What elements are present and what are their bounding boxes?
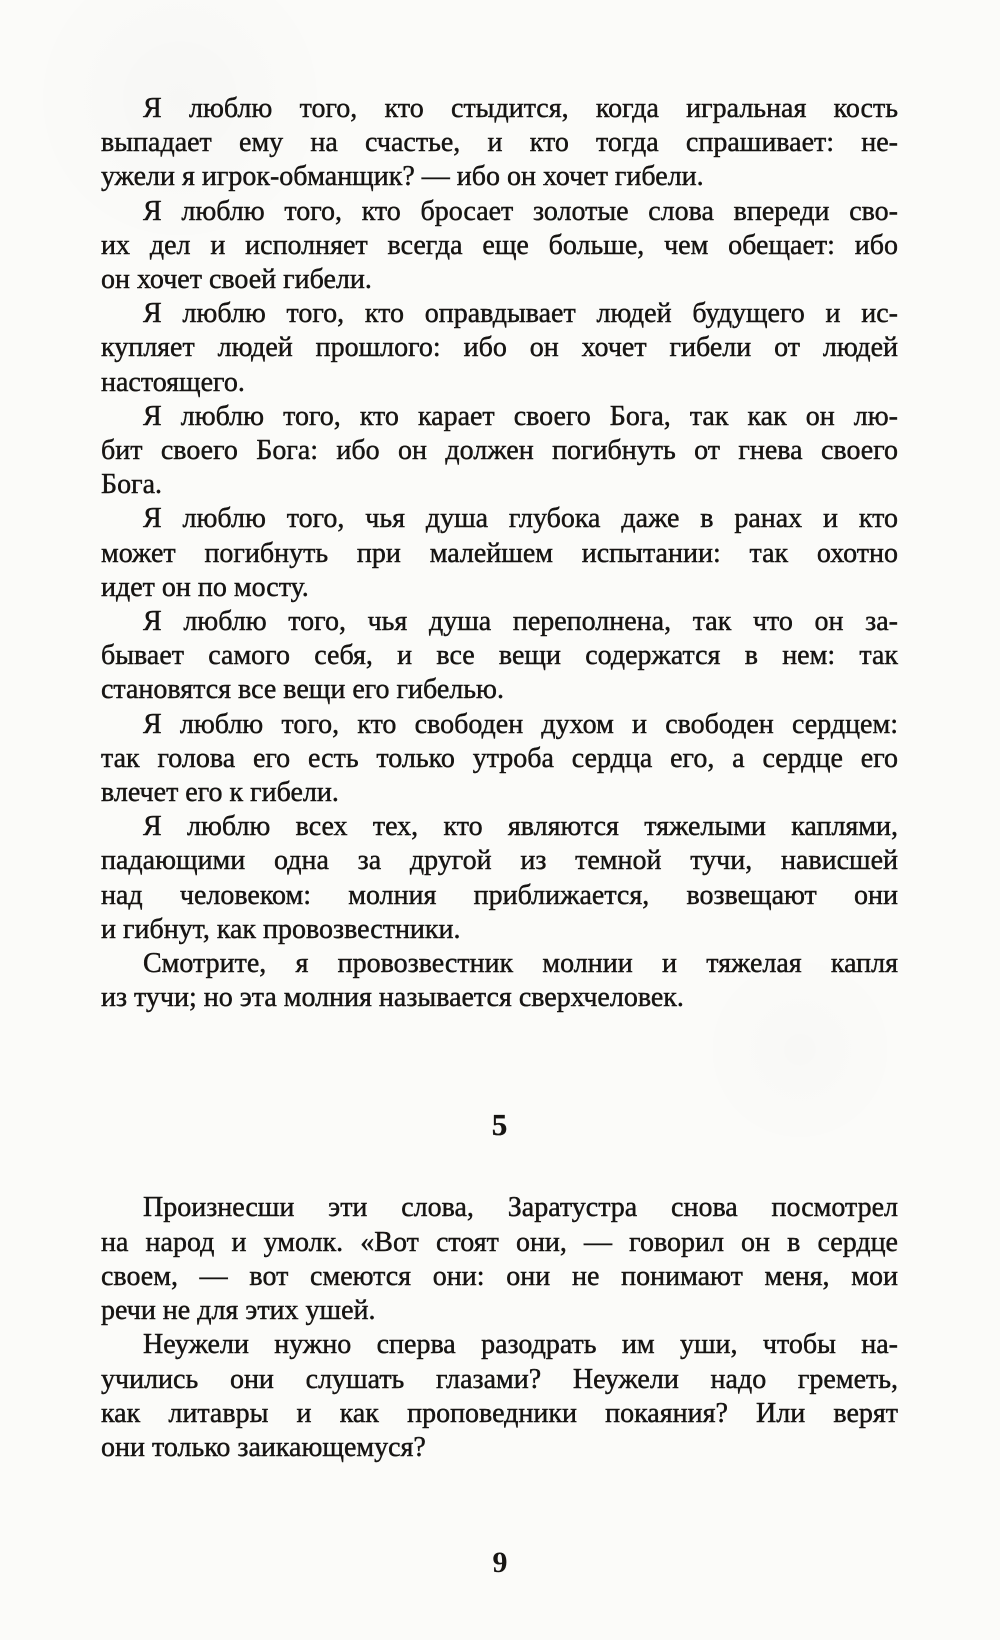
text-line: Я люблю того, кто свободен духом и свободен сердцем: xyxy=(143,708,898,740)
text-line: Я люблю того, кто бросает золотые слова впереди сво- xyxy=(143,195,898,227)
paragraph xyxy=(101,1328,898,1465)
text-block xyxy=(101,92,898,1465)
text-line: падающими одна за другой из темной тучи, нависшей xyxy=(101,845,898,877)
text-line: Я люблю того, кто оправдывает людей будущего и ис- xyxy=(143,298,898,330)
text-line: так голова его есть только утроба сердца его, а сердце его xyxy=(101,742,898,774)
text-line: влечет его к гибели. xyxy=(101,777,339,809)
text-line: бывает самого себя, и все вещи содержатся в нем: так xyxy=(101,640,898,672)
text-line: становятся все вещи его гибелью. xyxy=(101,674,504,706)
text-line: речи не для этих ушей. xyxy=(101,1295,376,1327)
text-line: ужели я игрок-обманщик? — ибо он хочет гибели. xyxy=(101,161,704,193)
text-line: бит своего Бога: ибо он должен погибнуть от гнева своего xyxy=(101,435,898,467)
paragraph xyxy=(101,708,898,811)
page-number: 9 xyxy=(492,1546,508,1579)
text-line: выпадает ему на счастье, и кто тогда спрашивает: не- xyxy=(101,127,898,159)
paragraph xyxy=(101,810,898,947)
text-line: Бога. xyxy=(101,469,162,501)
paragraph xyxy=(101,947,898,1015)
paragraph xyxy=(101,502,898,605)
text-line: Произнесши эти слова, Заратустра снова посмотрел xyxy=(143,1192,898,1224)
text-line: на народ и умолк. «Вот стоят они, — говорил он в сердце xyxy=(101,1226,898,1258)
paragraph xyxy=(101,92,898,195)
text-line: Неужели нужно сперва разодрать им уши, чтобы на- xyxy=(143,1329,898,1361)
paragraph xyxy=(101,195,898,298)
text-line: как литавры и как проповедники покаяния? Или верят xyxy=(101,1397,898,1429)
text-line: идет он по мосту. xyxy=(101,571,309,603)
paragraph xyxy=(101,400,898,503)
section-number-heading: 5 xyxy=(491,1107,508,1143)
text-line: Смотрите, я провозвестник молнии и тяжелая капля xyxy=(143,948,898,980)
text-line: купляет людей прошлого: ибо он хочет гибели от людей xyxy=(101,332,898,364)
text-line: над человеком: молния приближается, возвещают они xyxy=(101,879,898,911)
text-line: и гибнут, как провозвестники. xyxy=(101,913,461,945)
paragraph xyxy=(101,297,898,400)
text-line: Я люблю того, кто стыдится, когда игральная кость xyxy=(143,93,898,124)
text-line: Я люблю всех тех, кто являются тяжелыми каплями, xyxy=(143,811,898,843)
text-line: они только заикающемуся? xyxy=(101,1431,426,1463)
text-line: учились они слушать глазами? Неужели надо греметь, xyxy=(101,1363,898,1395)
text-line: их дел и исполняет всегда еще больше, чем обещает: ибо xyxy=(101,229,898,261)
text-line: своем, — вот смеются они: они не понимают меня, мои xyxy=(101,1260,898,1292)
paragraph xyxy=(101,1191,898,1328)
text-line: Я люблю того, чья душа переполнена, так что он за- xyxy=(143,606,898,638)
text-line: Я люблю того, кто карает своего Бога, так как он лю- xyxy=(143,400,898,432)
text-line: он хочет своей гибели. xyxy=(101,264,372,296)
text-line: может погибнуть при малейшем испытании: так охотно xyxy=(101,537,898,569)
text-line: из тучи; но эта молния называется сверхчеловек. xyxy=(101,982,684,1014)
paragraph xyxy=(101,605,898,708)
text-line: Я люблю того, чья душа глубока даже в ранах и кто xyxy=(143,503,898,535)
text-line: настоящего. xyxy=(101,366,245,398)
